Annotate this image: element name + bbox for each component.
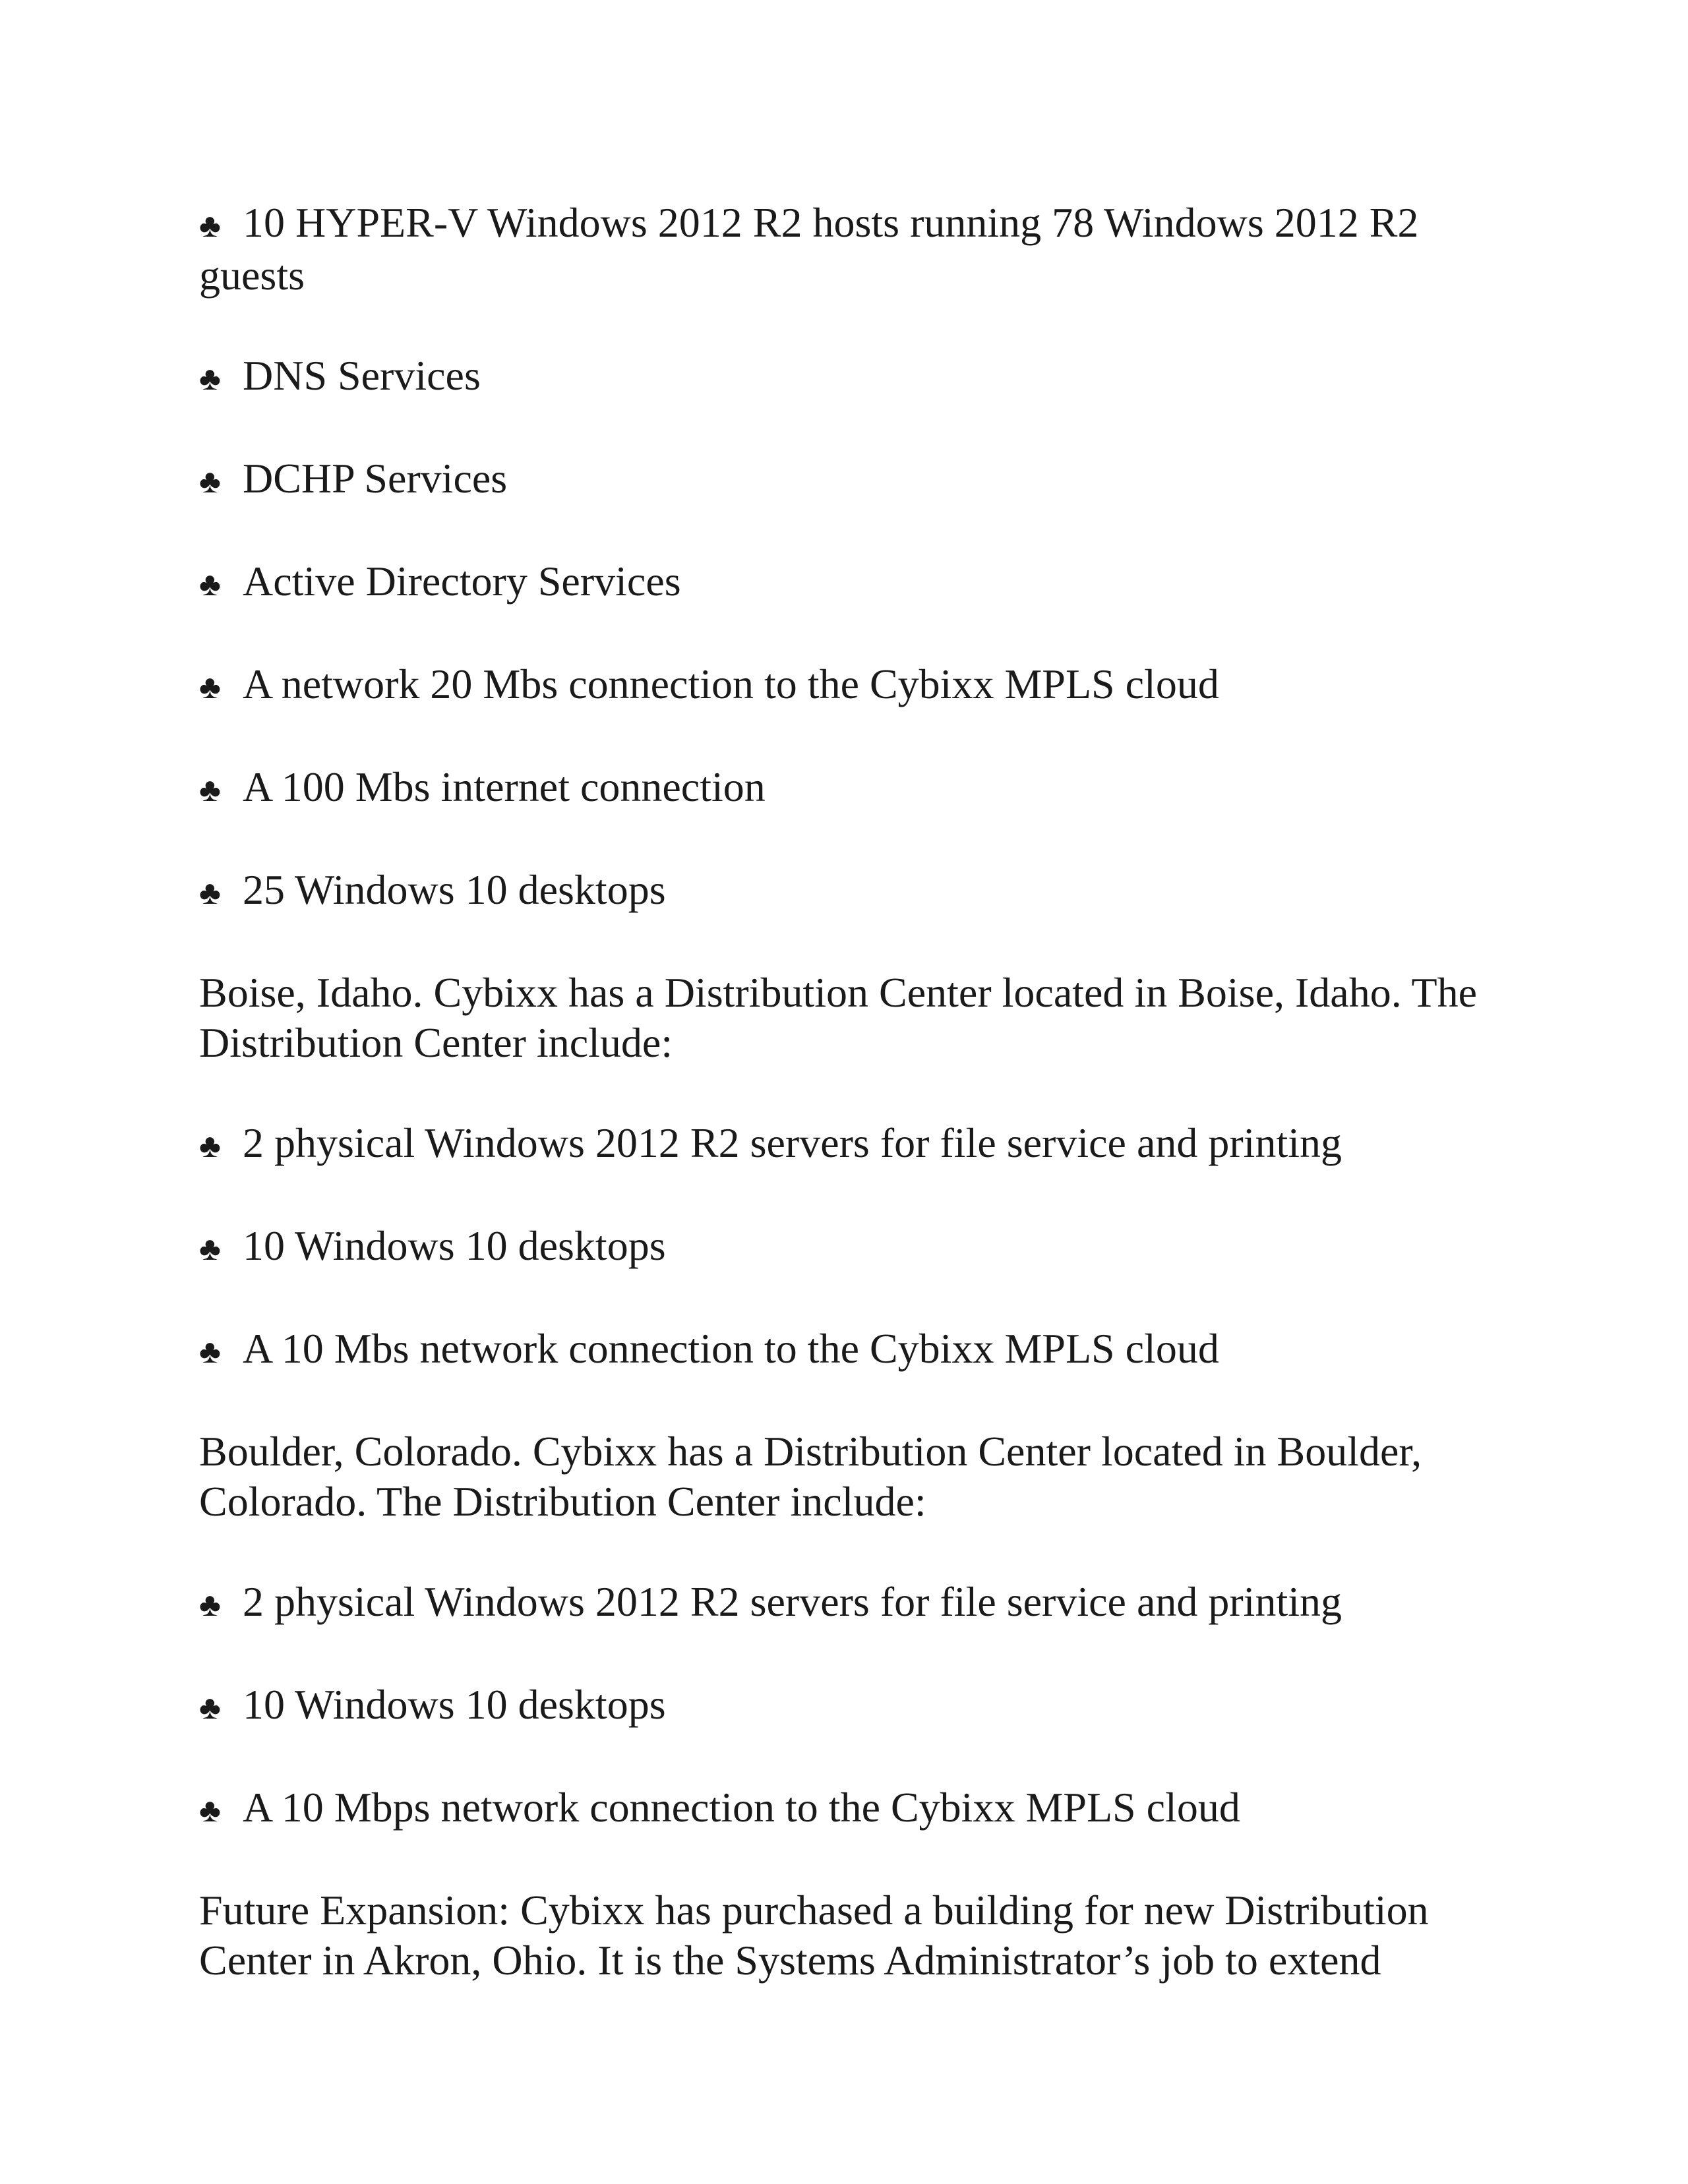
paragraph-boulder: Boulder, Colorado. Cybixx has a Distribution Center located in Boulder, Colorado. The Distribution Center include: [199,1428,1422,1525]
club-bullet-icon: ♣ [199,1792,221,1829]
paragraph-boise: Boise, Idaho. Cybixx has a Distribution Center located in Boise, Idaho. The Distribution Center include: [199,969,1478,1066]
list-item [199,659,1505,712]
document-body [199,198,1505,2036]
list-item [199,454,1505,506]
list-item-text: DCHP Services [243,455,508,502]
club-bullet-icon: ♣ [199,1230,221,1267]
club-bullet-icon: ♣ [199,463,221,500]
club-bullet-icon: ♣ [199,360,221,397]
list-item [199,762,1505,815]
list-item [199,865,1505,918]
list-item [199,1680,1505,1732]
list-item-text: 10 Windows 10 desktops [243,1222,666,1269]
list-item-text: 2 physical Windows 2012 R2 servers for file service and printing [243,1578,1342,1625]
club-bullet-icon: ♣ [199,771,221,808]
club-bullet-icon: ♣ [199,1586,221,1623]
club-bullet-icon: ♣ [199,668,221,705]
club-bullet-icon: ♣ [199,1333,221,1370]
club-bullet-icon: ♣ [199,207,221,244]
club-bullet-icon: ♣ [199,1689,221,1726]
list-item-text: 2 physical Windows 2012 R2 servers for file service and printing [243,1119,1342,1166]
list-item-text: 25 Windows 10 desktops [243,866,666,913]
list-item [199,351,1505,403]
club-bullet-icon: ♣ [199,566,221,603]
list-item [199,1577,1505,1630]
list-item [199,1221,1505,1274]
list-item-text: A 10 Mbps network connection to the Cybixx MPLS cloud [243,1784,1240,1831]
club-bullet-icon: ♣ [199,1127,221,1164]
list-item-text: A network 20 Mbs connection to the Cybixx MPLS cloud [243,661,1219,707]
list-item [199,1118,1505,1171]
list-item [199,556,1505,609]
paragraph-future-expansion: Future Expansion: Cybixx has purchased a building for new Distribution Center in Akron, Ohio. It is the Systems Administrator’s job to extend [199,1887,1429,1984]
list-item [199,198,1505,301]
list-item-text: Active Directory Services [243,558,681,605]
list-item [199,1783,1505,1835]
list-item-text: A 10 Mbs network connection to the Cybixx MPLS cloud [243,1325,1219,1372]
list-item-text: A 100 Mbs internet connection [243,763,766,810]
list-item [199,1324,1505,1376]
list-item-text: 10 Windows 10 desktops [243,1681,666,1728]
club-bullet-icon: ♣ [199,874,221,911]
list-item-text: 10 HYPER-V Windows 2012 R2 hosts running 78 Windows 2012 R2 guests [199,199,1419,299]
list-item-text: DNS Services [243,352,481,399]
